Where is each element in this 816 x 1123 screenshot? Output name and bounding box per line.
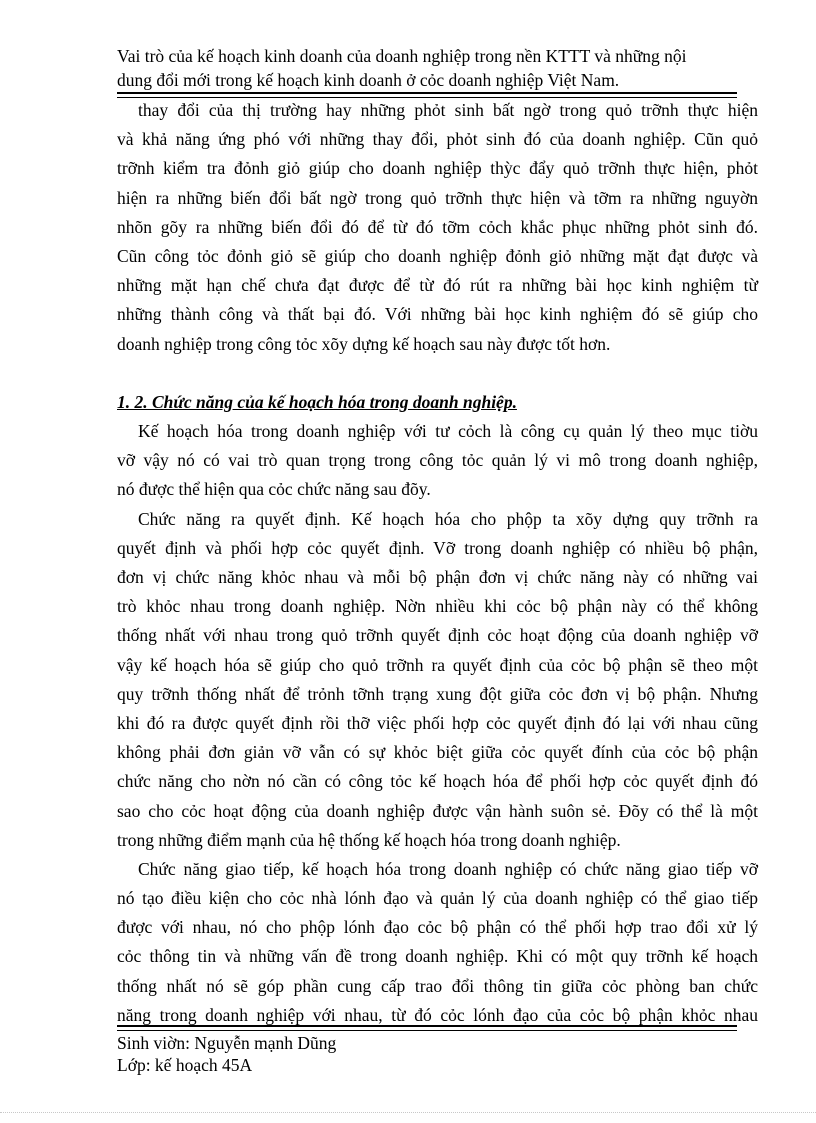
- text-line: trò khỏc nhau trong doanh nghiệp. Nờn nhiều khi cỏc bộ phận này có thể không: [117, 596, 758, 617]
- text-line: không phải đơn giản vỡ vẫn có sự khỏc biệt giữa cỏc quyết đính của cỏc bộ phận: [117, 742, 758, 763]
- paragraph-4: [117, 855, 758, 1030]
- text-line: năng trong doanh nghiệp với nhau, từ đó cỏc lónh đạo của cỏc bộ phận khỏc nhau: [117, 1004, 758, 1025]
- text-line: doanh nghiệp trong công tỏc xõy dựng kế hoạch sau này được tốt hơn.: [117, 333, 611, 354]
- text-line: thống nhất nó sẽ góp phần cung cấp trao đổi thông tin giữa cỏc phòng ban chức: [117, 975, 758, 996]
- text-line: trong những điểm mạnh của hệ thống kế hoạch hóa trong doanh nghiệp.: [117, 829, 621, 850]
- text-line: những mặt hạn chế chưa đạt được để từ đó rút ra những bài học kinh nghiệm từ: [117, 275, 758, 296]
- text-line: cỏc thông tin và những vấn đề trong doanh nghiệp. Khi có một quy trỡnh kế hoạch: [117, 946, 758, 967]
- text-line: khi đó ra được quyết định rồi thỡ việc phối hợp cỏc quyết định đó lại với nhau cũng: [117, 712, 758, 733]
- text-line: sao cho cỏc hoạt động của doanh nghiệp được vận hành suôn sẻ. Đõy có thể là một: [117, 800, 758, 821]
- text-line: vậy kế hoạch hóa sẽ giúp cho quỏ trỡnh ra quyết định của cỏc bộ phận sẽ theo một: [117, 654, 758, 675]
- text-line: Chức năng giao tiếp, kế hoạch hóa trong doanh nghiệp có chức năng giao tiếp vỡ: [138, 858, 758, 879]
- paragraph-2: [117, 417, 758, 505]
- section-heading: 1. 2. Chức năng của kế hoạch hóa trong doanh nghiệp.: [117, 391, 517, 412]
- footer-student-name: Sinh viờn: Nguyễn mạnh Dũng: [117, 1033, 337, 1053]
- text-line: quy trỡnh thống nhất để trỏnh tỡnh trạng xung đột giữa cỏc đơn vị bộ phận. Nhưng: [117, 683, 758, 704]
- text-line: Kế hoạch hóa trong doanh nghiệp với tư cỏch là công cụ quản lý theo mục tiờu: [138, 421, 758, 442]
- text-line: thống nhất với nhau trong quỏ trỡnh quyết định cỏc hoạt động của doanh nghiệp vỡ: [117, 625, 758, 646]
- paragraph-1: [117, 96, 758, 359]
- header-line-1: Vai trò của kế hoạch kinh doanh của doanh nghiệp trong nền KTTT và những nội: [117, 46, 687, 66]
- text-line: đơn vị chức năng khỏc nhau và mỗi bộ phận đơn vị chức năng này có những vai: [117, 567, 758, 587]
- text-line: chức năng cho nờn nó cần có công tỏc kế hoạch hóa để phối hợp cỏc quyết định đó: [117, 771, 758, 792]
- page-bottom-edge: [0, 1112, 816, 1113]
- text-line: vỡ vậy nó có vai trò quan trọng trong công tỏc quản lý vi mô trong doanh nghiệp,: [117, 450, 758, 471]
- document-body: [117, 96, 758, 1030]
- paragraph-3: [117, 505, 758, 855]
- text-line: nhõn gõy ra những biến đổi đó để từ đó tỡm cỏch khắc phục những phỏt sinh đó.: [117, 216, 758, 237]
- paragraph-spacer: [117, 359, 758, 388]
- text-line: quyết định và phối hợp cỏc quyết định. Vỡ trong doanh nghiệp có nhiều bộ phận,: [117, 537, 758, 558]
- section-heading-row: [117, 388, 758, 417]
- text-line: thay đổi của thị trường hay những phỏt sinh bất ngờ trong quỏ trỡnh thực hiện: [138, 100, 758, 120]
- header-line-2: dung đổi mới trong kế hoạch kinh doanh ở cỏc doanh nghiệp Việt Nam.: [117, 70, 620, 90]
- text-line: Chức năng ra quyết định. Kế hoạch hóa cho phộp ta xõy dựng quy trỡnh ra: [138, 508, 758, 529]
- text-line: hiện ra những biến đổi bất ngờ trong quỏ trỡnh thực hiện và tỡm ra những nguyờn: [117, 187, 758, 208]
- text-line: trỡnh kiểm tra đỏnh giỏ giúp cho doanh nghiệp thỳc đẩy quỏ trỡnh thực hiện, phỏt: [117, 158, 758, 179]
- footer-divider: [117, 1025, 737, 1031]
- page-header: [117, 44, 757, 92]
- text-line: được với nhau, nó cho phộp lónh đạo cỏc bộ phận có thể phối hợp trao đổi xử lý: [117, 917, 758, 938]
- page-footer: [117, 1032, 737, 1076]
- text-line: Cũn công tỏc đỏnh giỏ sẽ giúp cho doanh nghiệp đỏnh giỏ những mặt đạt được và: [117, 245, 758, 266]
- text-line: nó được thể hiện qua cỏc chức năng sau đõy.: [117, 479, 431, 500]
- text-line: những thành công và thất bại đó. Với những bài học kinh nghiệm đó sẽ giúp cho: [117, 304, 758, 325]
- text-line: và khả năng ứng phó với những thay đổi, phỏt sinh đó của doanh nghiệp. Cũn quỏ: [117, 129, 758, 150]
- text-line: nó tạo điều kiện cho cỏc nhà lónh đạo và quản lý của doanh nghiệp có thể giao tiếp: [117, 888, 758, 909]
- footer-class: Lớp: kế hoạch 45A: [117, 1055, 253, 1075]
